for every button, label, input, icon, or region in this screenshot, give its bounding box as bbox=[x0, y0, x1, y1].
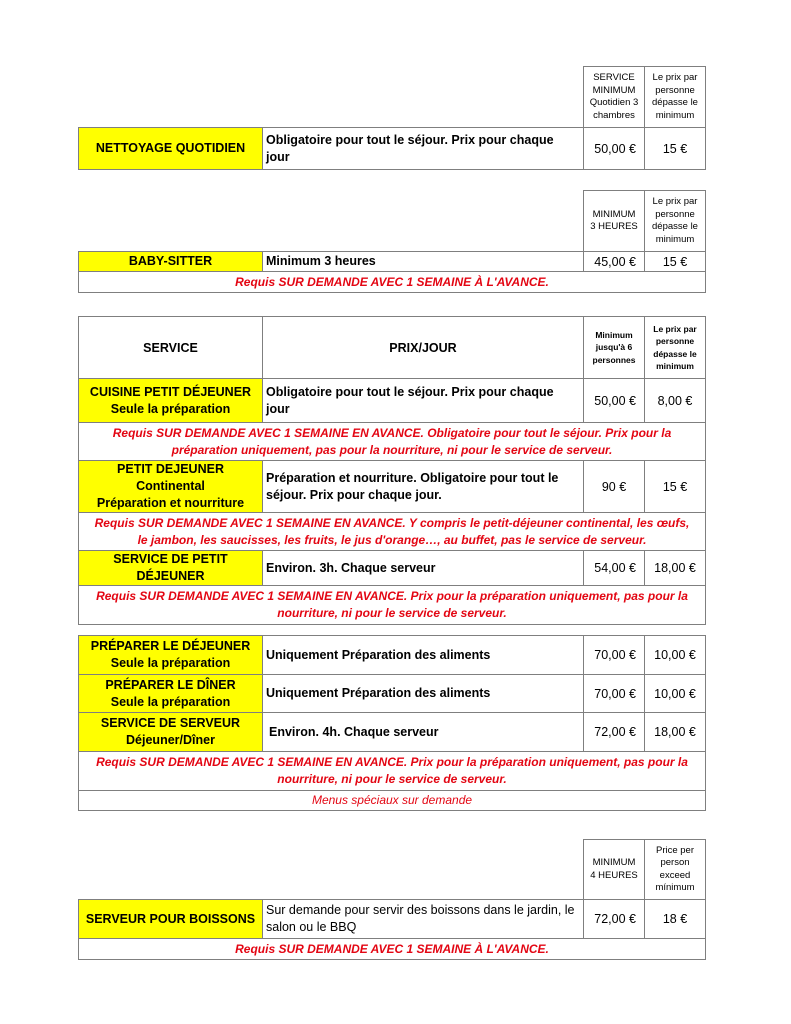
minimum-price: 70,00 € bbox=[584, 636, 645, 675]
extra-price: 18,00 € bbox=[645, 551, 706, 586]
minimum-price: 70,00 € bbox=[584, 675, 645, 713]
minimum-price: 45,00 € bbox=[584, 252, 645, 272]
header-price-per-person: Le prix par personne dépasse le minimum bbox=[645, 67, 706, 128]
header-price-per-person: Le prix par personne dépasse le minimum bbox=[645, 191, 706, 252]
extra-price: 8,00 € bbox=[645, 379, 706, 423]
service-name: SERVICE DE SERVEUR Déjeuner/Dîner bbox=[79, 713, 263, 752]
minimum-price: 50,00 € bbox=[584, 379, 645, 423]
service-name: BABY-SITTER bbox=[79, 252, 263, 272]
table-row bbox=[79, 461, 706, 513]
service-description: Préparation et nourriture. Obligatoire pour tout le séjour. Prix pour chaque jour. bbox=[263, 461, 584, 513]
header-min-hours: MINIMUM 3 HEURES bbox=[584, 191, 645, 252]
header-price-per-person: Price per person exceed mínimum bbox=[645, 840, 706, 900]
table-row bbox=[79, 900, 706, 939]
minimum-price: 90 € bbox=[584, 461, 645, 513]
header-min-service: SERVICE MINIMUM Quotidien 3 chambres bbox=[584, 67, 645, 128]
service-description: Sur demande pour servir des boissons dans le jardin, le salon ou le BBQ bbox=[263, 900, 584, 939]
table-cleaning bbox=[78, 66, 706, 170]
table-row bbox=[79, 713, 706, 752]
extra-price: 15 € bbox=[645, 461, 706, 513]
table-row bbox=[79, 675, 706, 713]
service-description: Obligatoire pour tout le séjour. Prix pour chaque jour bbox=[263, 379, 584, 423]
service-name: CUISINE PETIT DÉJEUNER Seule la préparation bbox=[79, 379, 263, 423]
service-description: Obligatoire pour tout le séjour. Prix pour chaque jour bbox=[263, 128, 584, 170]
header-service: SERVICE bbox=[79, 317, 263, 379]
service-description: Uniquement Préparation des aliments bbox=[263, 675, 584, 713]
minimum-price: 72,00 € bbox=[584, 713, 645, 752]
table-lunch-dinner bbox=[78, 635, 706, 811]
requirement-note: Requis SUR DEMANDE AVEC 1 SEMAINE À L'AVANCE. bbox=[79, 939, 706, 960]
service-description: Environ. 3h. Chaque serveur bbox=[263, 551, 584, 586]
header-min-hours: MINIMUM 4 HEURES bbox=[584, 840, 645, 900]
table-row bbox=[79, 252, 706, 272]
minimum-price: 72,00 € bbox=[584, 900, 645, 939]
header-price-per-day: PRIX/JOUR bbox=[263, 317, 584, 379]
service-description: Uniquement Préparation des aliments bbox=[263, 636, 584, 675]
extra-price: 10,00 € bbox=[645, 636, 706, 675]
requirement-note: Requis SUR DEMANDE AVEC 1 SEMAINE EN AVANCE. Prix pour la préparation uniquement, pas pour la nourriture, ni pour le service de serveur. bbox=[79, 586, 706, 625]
service-name: PETIT DEJEUNER Continental Préparation et nourriture bbox=[79, 461, 263, 513]
service-name: SERVEUR POUR BOISSONS bbox=[79, 900, 263, 939]
header-min-persons: Minimum jusqu'à 6 personnes bbox=[584, 317, 645, 379]
requirement-note: Requis SUR DEMANDE AVEC 1 SEMAINE EN AVANCE. Prix pour la préparation uniquement, pas pour la nourriture, ni pour le service de serveur. bbox=[79, 752, 706, 791]
special-menus-note: Menus spéciaux sur demande bbox=[79, 791, 706, 811]
service-description: Minimum 3 heures bbox=[263, 252, 584, 272]
table-drinks-waiter bbox=[78, 839, 706, 960]
table-row bbox=[79, 551, 706, 586]
table-row bbox=[79, 636, 706, 675]
service-name: PRÉPARER LE DÎNER Seule la préparation bbox=[79, 675, 263, 713]
service-name: NETTOYAGE QUOTIDIEN bbox=[79, 128, 263, 170]
extra-price: 15 € bbox=[645, 252, 706, 272]
table-babysitter bbox=[78, 190, 706, 293]
requirement-note: Requis SUR DEMANDE AVEC 1 SEMAINE EN AVANCE. Obligatoire pour tout le séjour. Prix pour la préparation uniquement, pas pour la nourriture, ni pour le service de serveur. bbox=[79, 423, 706, 461]
requirement-note: Requis SUR DEMANDE AVEC 1 SEMAINE À L'AVANCE. bbox=[79, 272, 706, 293]
table-row bbox=[79, 128, 706, 170]
extra-price: 18 € bbox=[645, 900, 706, 939]
header-price-per-person: Le prix par personne dépasse le minimum bbox=[645, 317, 706, 379]
extra-price: 15 € bbox=[645, 128, 706, 170]
service-name: PRÉPARER LE DÉJEUNER Seule la préparation bbox=[79, 636, 263, 675]
minimum-price: 50,00 € bbox=[584, 128, 645, 170]
table-breakfast bbox=[78, 316, 706, 625]
service-name: SERVICE DE PETIT DÉJEUNER bbox=[79, 551, 263, 586]
extra-price: 18,00 € bbox=[645, 713, 706, 752]
extra-price: 10,00 € bbox=[645, 675, 706, 713]
service-description: Environ. 4h. Chaque serveur bbox=[263, 713, 584, 752]
minimum-price: 54,00 € bbox=[584, 551, 645, 586]
table-row bbox=[79, 379, 706, 423]
requirement-note: Requis SUR DEMANDE AVEC 1 SEMAINE EN AVANCE. Y compris le petit-déjeuner continental, les œufs, le jambon, les saucisses, les fruits, le jus d'orange…, au buffet, pas le service de serveur. bbox=[79, 513, 706, 551]
